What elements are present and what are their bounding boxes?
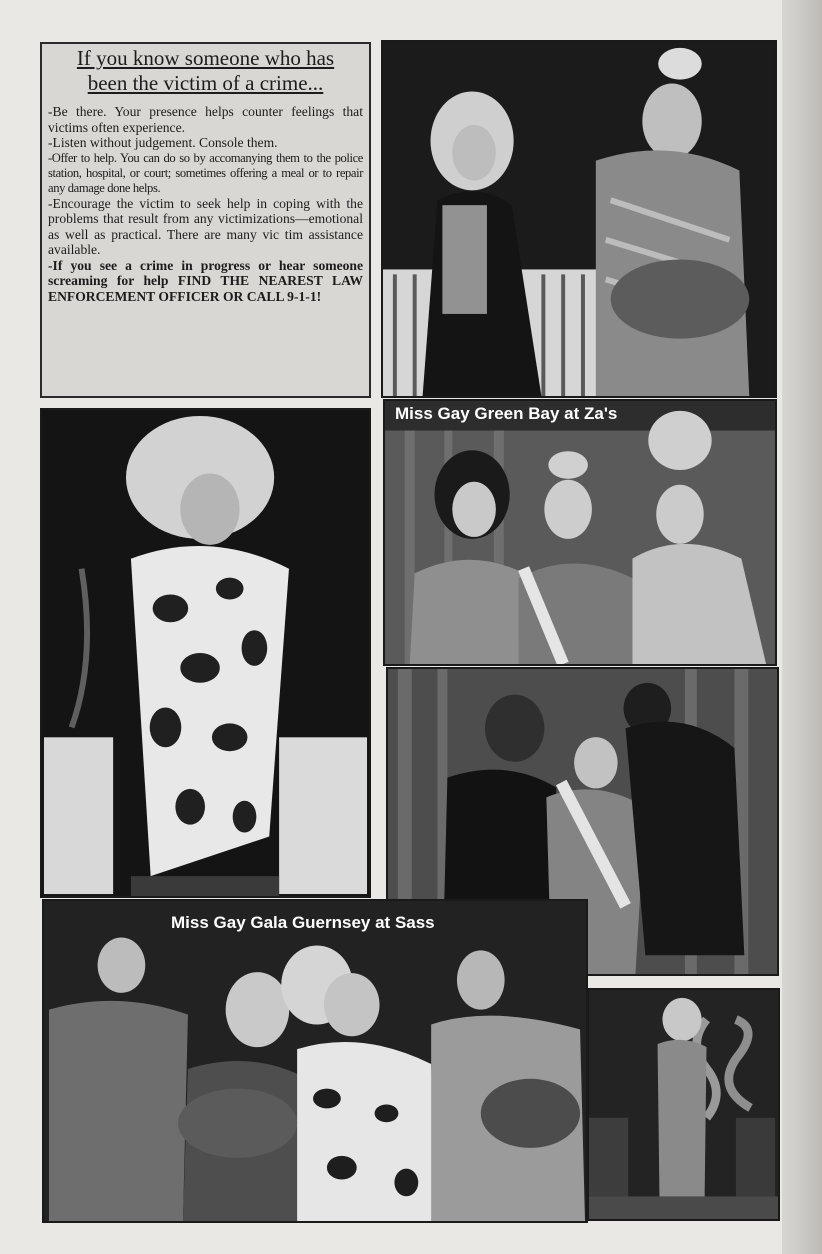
photo-two-queens-stage bbox=[381, 40, 777, 398]
advice-encourage: -Encourage the victim to seek help in coping with the problems that result from any victimizations—emotional as well as practical. There are many vic tim assistance available. bbox=[48, 195, 363, 257]
caption-guernsey: Miss Gay Gala Guernsey at Sass bbox=[171, 913, 435, 932]
advice-listen: -Listen without judgement. Console them. bbox=[48, 135, 278, 150]
photo-miss-gay-green-bay bbox=[383, 399, 777, 666]
photo-stage-performer bbox=[587, 988, 780, 1221]
photo-cow-costume bbox=[40, 408, 371, 898]
advice-offer-help: -Offer to help. You can do so by accomanying them to the police station, hospital, or court; sometimes offering a meal or to repair any damage done helps. bbox=[48, 150, 363, 195]
title-line-2: been the victim of a crime... bbox=[87, 71, 324, 95]
crime-advice-body bbox=[48, 104, 363, 304]
advice-call-911: -If you see a crime in progress or hear someone screaming for help FIND THE NEAREST LAW ENFORCEMENT OFFICER OR CALL 9-1-1! bbox=[48, 257, 363, 304]
page-edge bbox=[782, 0, 822, 1254]
caption-green-bay: Miss Gay Green Bay at Za's bbox=[395, 404, 618, 423]
photo-miss-gay-gala-guernsey bbox=[42, 899, 588, 1223]
title-line-1: If you know someone who has bbox=[76, 46, 335, 70]
crime-advice-box bbox=[40, 42, 371, 398]
advice-be-there: -Be there. Your presence helps counter feelings that victims often experience. bbox=[48, 104, 363, 135]
crime-advice-title bbox=[48, 46, 363, 96]
